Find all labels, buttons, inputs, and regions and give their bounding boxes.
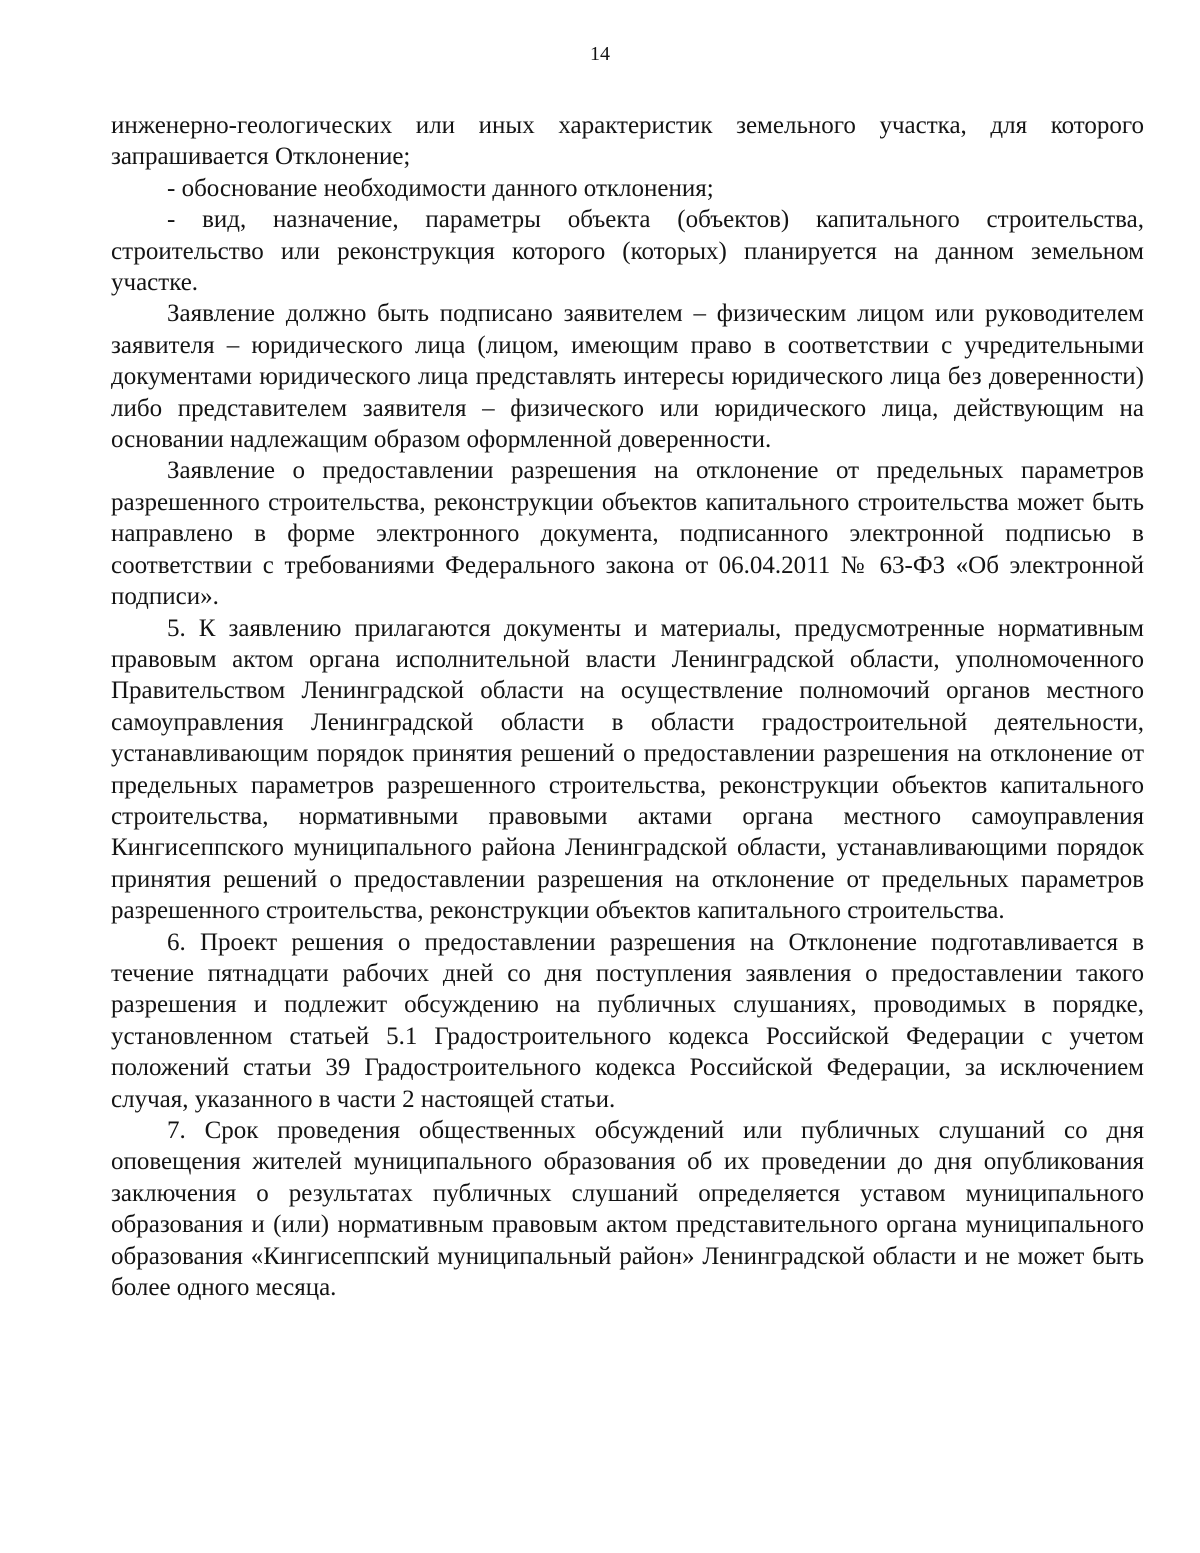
paragraph-signature-requirement: Заявление должно быть подписано заявителем – физическим лицом или руководителем заявителя – юридического лица (лицом, имеющим право в соответствии с учредительными документами юридического лица представлять интересы юридического лица без доверенности) либо представителем заявителя – физического или юридического лица, действующим на основании надлежащим образом оформленной доверенности. <box>111 300 1144 454</box>
paragraph-continuation: инженерно-геологических или иных характеристик земельного участка, для которого запрашивается Отклонение; <box>111 112 1144 171</box>
paragraph-object-parameters-item: - вид, назначение, параметры объекта (объектов) капитального строительства, строительство или реконструкция которого (которых) планируется на данном земельном участке. <box>111 206 1144 297</box>
paragraph-item-6: 6. Проект решения о предоставлении разрешения на Отклонение подготавливается в течение пятнадцати рабочих дней со дня поступления заявления о предоставлении такого разрешения и подлежит обсуждению на публичных слушаниях, проводимых в порядке, установленном статьей 5.1 Градостроительного кодекса Российской Федерации с учетом положений статьи 39 Градостроительного кодекса Российской Федерации, за исключением случая, указанного в части 2 настоящей статьи. <box>111 928 1144 1113</box>
paragraph-justification-item: - обоснование необходимости данного отклонения; <box>167 174 714 202</box>
document-body <box>111 110 1144 1303</box>
paragraph-item-7: 7. Срок проведения общественных обсуждений или публичных слушаний со дня оповещения жителей муниципального образования об их проведении до дня опубликования заключения о результатах публичных слушаний определяется уставом муниципального образования и (или) нормативным правовым актом представительного органа муниципального образования «Кингисеппский муниципальный район» Ленинградской области и не может быть более одного месяца. <box>111 1117 1144 1302</box>
page-number: 14 <box>590 43 610 65</box>
paragraph-item-5: 5. К заявлению прилагаются документы и материалы, предусмотренные нормативным правовым актом органа исполнительной власти Ленинградской области, уполномоченного Правительством Ленинградской области на осуществление полномочий органов местного самоуправления Ленинградской области в области градостроительной деятельности, устанавливающим порядок принятия решений о предоставлении разрешения на отклонение от предельных параметров разрешенного строительства, реконструкции объектов капитального строительства, нормативными правовыми актами органа местного самоуправления Кингисеппского муниципального района Ленинградской области, устанавливающими порядок принятия решений о предоставлении разрешения на отклонение от предельных параметров разрешенного строительства, реконструкции объектов капитального строительства. <box>111 614 1144 925</box>
paragraph-electronic-submission: Заявление о предоставлении разрешения на отклонение от предельных параметров разрешенного строительства, реконструкции объектов капитального строительства может быть направлено в форме электронного документа, подписанного электронной подписью в соответствии с требованиями Федерального закона от 06.04.2011 № 63-ФЗ «Об электронной подписи». <box>111 457 1144 611</box>
